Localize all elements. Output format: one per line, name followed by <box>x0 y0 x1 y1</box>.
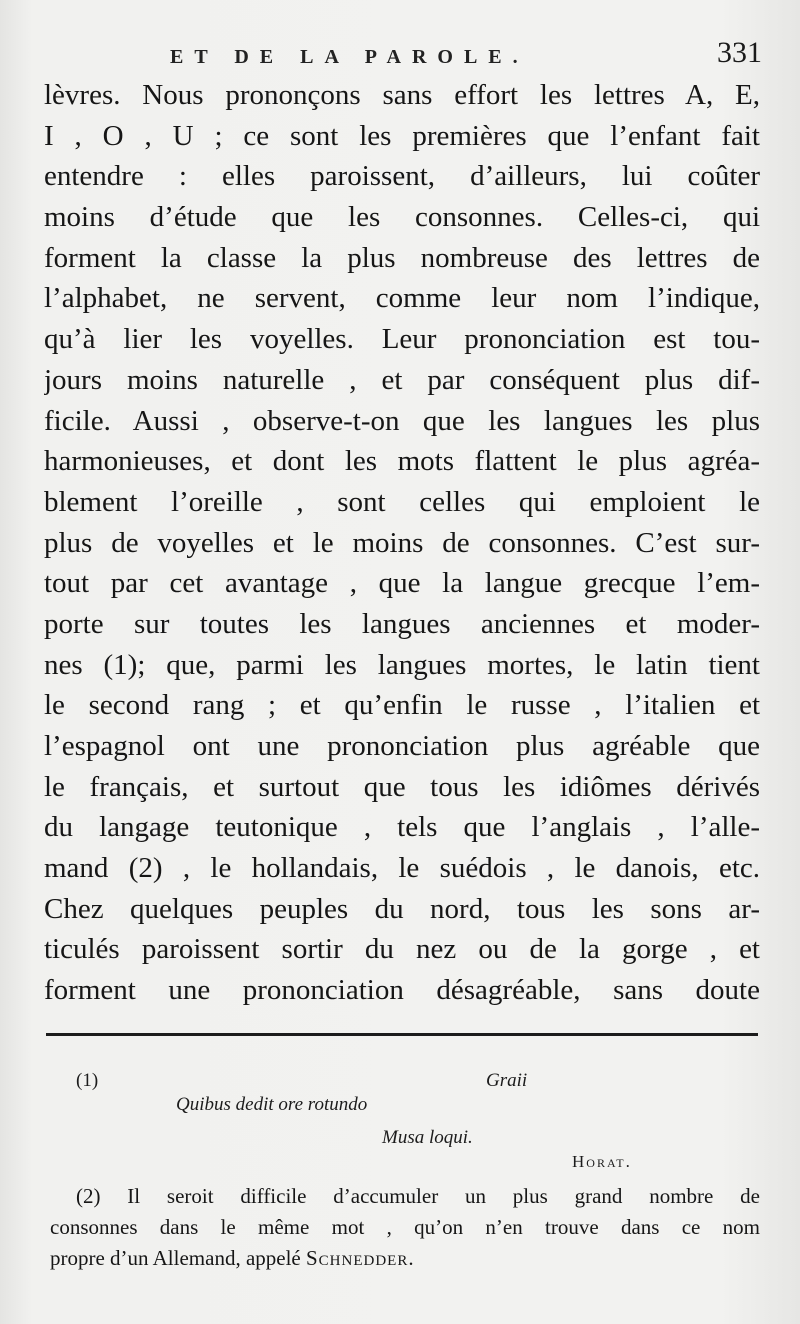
text-line: mand (2) , le hollandais, le suédois , le danois, etc. <box>44 852 760 885</box>
page-number: 331 <box>717 36 762 69</box>
running-title: ET DE LA PAROLE. <box>170 46 529 68</box>
text-line: tout par cet avantage , que la langue grecque l’em- <box>44 567 760 600</box>
footnote-2 <box>50 1181 760 1274</box>
text-line: moins d’étude que les consonnes. Celles-ci, qui <box>44 201 760 234</box>
text-line: qu’à lier les voyelles. Leur prononciation est tou- <box>44 323 760 356</box>
footnote-1-verse-line: Quibus dedit ore rotundo <box>176 1094 368 1115</box>
text-line: harmonieuses, et dont les mots flattent le plus agréa- <box>44 445 760 478</box>
footnote-1-author: Horat. <box>572 1152 632 1171</box>
text-line: le français, et surtout que tous les idiômes dérivés <box>44 770 760 803</box>
text-line: lèvres. Nous prononçons sans effort les lettres A, E, <box>44 79 760 111</box>
text-line: plus de voyelles et le moins de consonnes. C’est sur- <box>44 526 760 559</box>
footnote-2-line: consonnes dans le même mot , qu’on n’en trouve dans ce nom <box>50 1215 760 1239</box>
text-line: forment la classe la plus nombreuse des lettres de <box>44 241 760 274</box>
footnote-2-proper-name: Schnedder. <box>306 1246 415 1270</box>
text-line: du langage teutonique , tels que l’anglais , l’alle- <box>44 811 760 844</box>
text-line: blement l’oreille , sont celles qui emploient le <box>44 485 760 518</box>
footnote-1-verse-line: Musa loqui. <box>382 1127 473 1148</box>
text-line: Chez quelques peuples du nord, tous les sons ar- <box>44 892 760 925</box>
text-line: ficile. Aussi , observe-t-on que les langues les plus <box>44 404 760 437</box>
text-line: l’espagnol ont une prononciation plus agréable que <box>44 730 760 762</box>
footnote-2-line: (2) Il seroit difficile d’accumuler un plus grand nombre de <box>76 1184 760 1208</box>
footnote-2-line <box>50 1243 760 1274</box>
text-line: le second rang ; et qu’enfin le russe , l’italien et <box>44 689 760 722</box>
text-line: entendre : elles paroissent, d’ailleurs, lui coûter <box>44 160 760 193</box>
footnote-separator-rule <box>46 1033 758 1036</box>
text-line: ticulés paroissent sortir du nez ou de la gorge , et <box>44 933 760 966</box>
text-line: jours moins naturelle , et par conséquent plus dif- <box>44 363 760 396</box>
text-line: I , O , U ; ce sont les premières que l’enfant fait <box>44 119 760 152</box>
text-line: l’alphabet, ne servent, comme leur nom l’indique, <box>44 282 760 315</box>
footnote-1-verse-line: Graii <box>486 1070 528 1091</box>
footnote-2-line-prefix: propre d’un Allemand, appelé <box>50 1246 306 1270</box>
footnote-1-marker: (1) <box>76 1070 99 1091</box>
text-line: porte sur toutes les langues anciennes et moder- <box>44 607 760 640</box>
text-line: nes (1); que, parmi les langues mortes, le latin tient <box>44 648 760 681</box>
main-text-block <box>44 75 760 1011</box>
text-line: forment une prononciation désagréable, sans doute <box>44 974 760 1007</box>
